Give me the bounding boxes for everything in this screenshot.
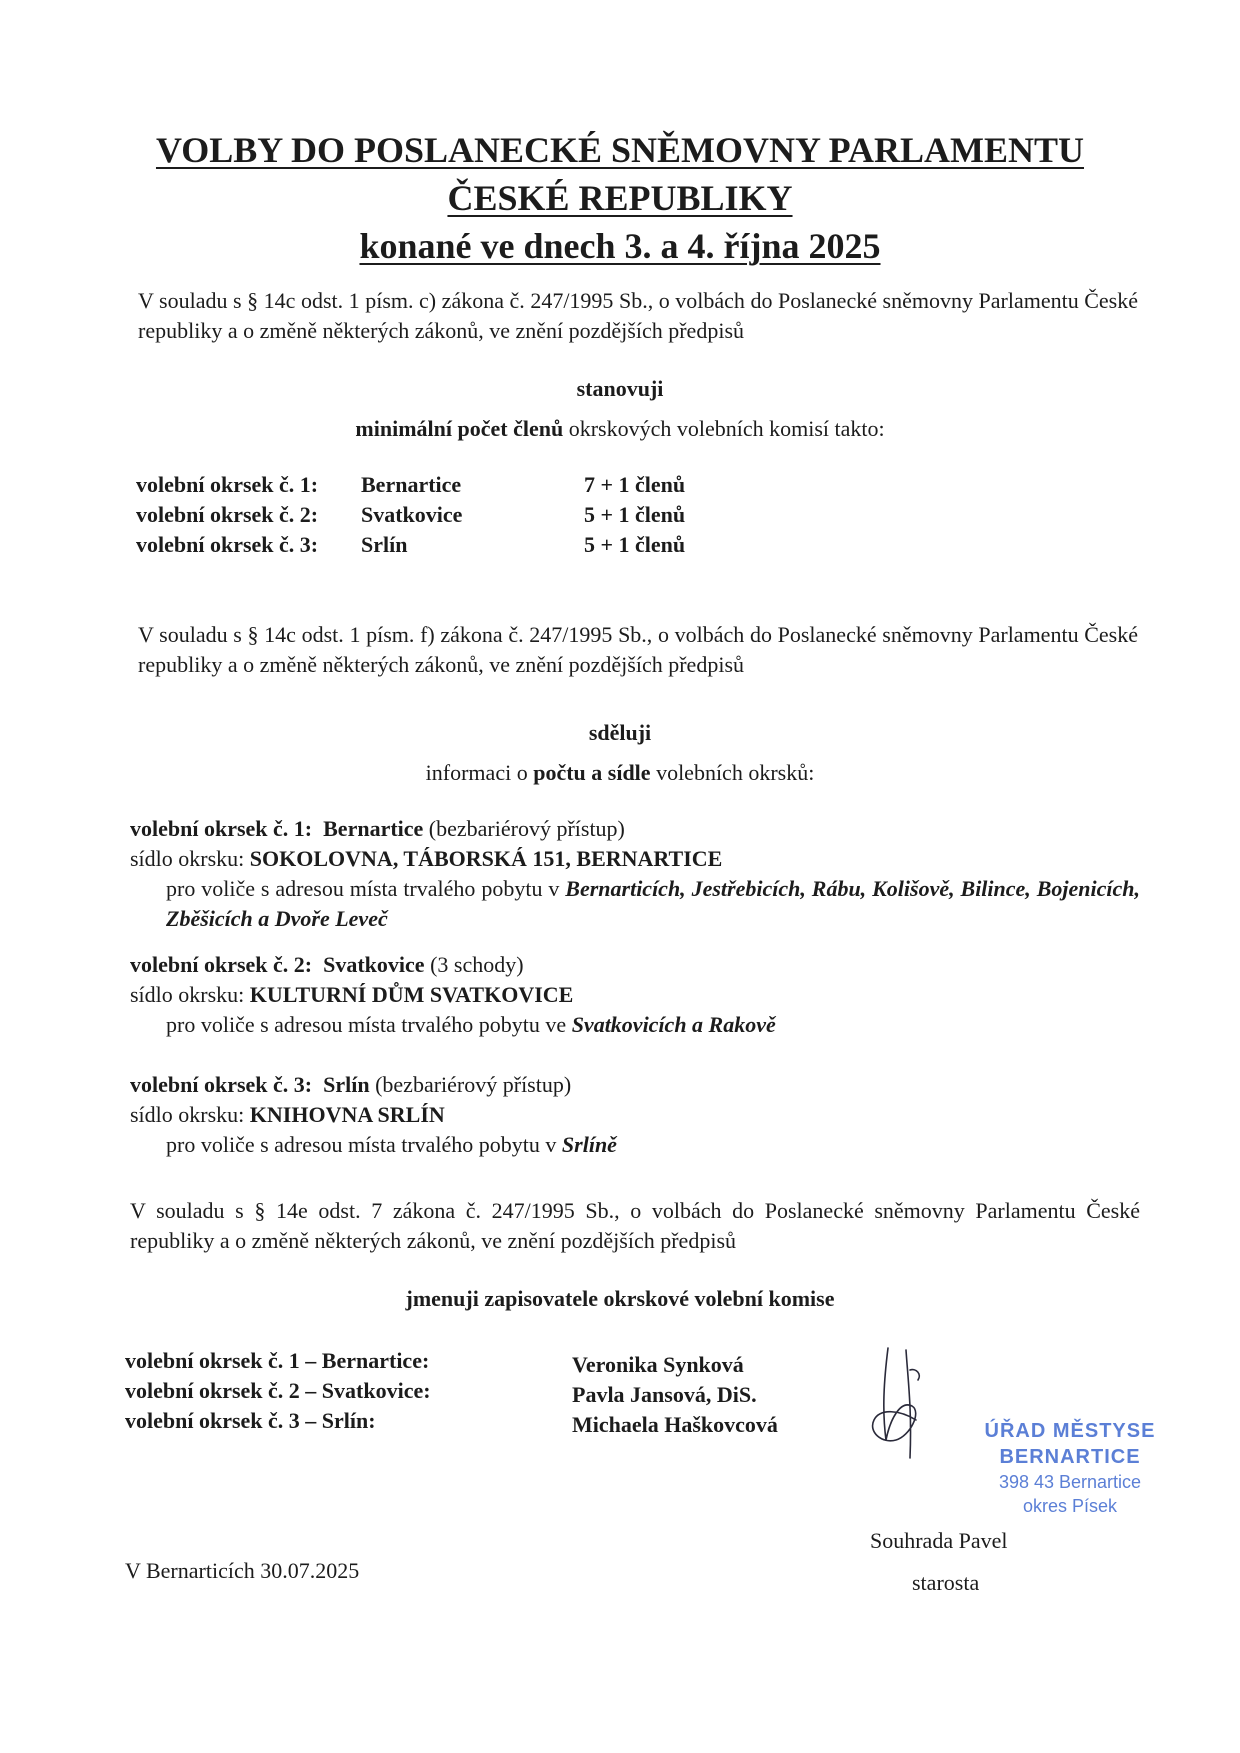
min-members-row-1-count: 7 + 1 členů [584,472,686,497]
district-3-seat: KNIHOVNA SRLÍN [249,1102,445,1127]
district-3-voters [130,1130,1140,1160]
district-2-note: (3 schody) [424,952,524,977]
section2-verb: sděluji [588,720,652,745]
district-2-seat-label: sídlo okrsku: [130,982,250,1007]
stamp-line-3: okres Písek [1022,1496,1118,1516]
district-1-header [130,814,1140,844]
section2-subject [0,758,1240,788]
min-members-row-2-count: 5 + 1 členů [584,502,686,527]
title-line-2: ČESKÉ REPUBLIKY [447,178,793,218]
section2-subject-pre: informaci o [425,760,534,785]
section2-intro: V souladu s § 14c odst. 1 písm. f) zákona č. 247/1995 Sb., o volbách do Poslanecké sněmovny Parlamentu České republiky a o změně některých zákonů, ve znění pozdějších předpisů [138,622,1138,677]
section2-subject-bold: počtu a sídle [533,760,651,785]
district-3-seat-line [130,1100,1140,1130]
district-3-voters-places: Srlíně [561,1132,617,1157]
district-2 [130,950,1140,1040]
section1-subject [0,414,1240,444]
signer-role: starosta [912,1570,980,1595]
section1-verb: stanovuji [576,376,664,401]
district-1-voters-pre: pro voliče s adresou místa trvalého pobytu v [166,876,566,901]
min-members-row-3-place: Srlín [361,532,408,557]
district-1-voters-places: Bernarticích, Jestřebicích, Rábu, Kolišově, Bilince, Bojenicích, Zběšicích a Dvoře Leveč [166,876,1140,931]
min-members-row-1-label: volební okrsek č. 1: [136,472,319,497]
section1-subject-bold: minimální počet členů [355,416,564,441]
title-line-1: VOLBY DO POSLANECKÉ SNĚMOVNY PARLAMENTU [155,130,1084,170]
district-2-voters-places: Svatkovicích a Rakově [571,1012,776,1037]
section3-verb: jmenuji zapisovatele okrskové volební komise [405,1286,835,1311]
section2-subject-post: volebních okrsků: [650,760,815,785]
office-stamp [920,1418,1220,1518]
recorder-row-2-name: Pavla Jansová, DiS. [572,1382,757,1407]
signer-name: Souhrada Pavel [870,1528,1008,1553]
min-members-row-3-label: volební okrsek č. 3: [136,532,319,557]
recorder-row-3-label: volební okrsek č. 3 – Srlín: [125,1408,376,1433]
district-2-header [130,950,1140,980]
district-1-seat: SOKOLOVNA, TÁBORSKÁ 151, BERNARTICE [249,846,723,871]
district-1-place: Bernartice [323,816,424,841]
district-1-seat-label: sídlo okrsku: [130,846,250,871]
stamp-line-1: ÚŘAD MĚSTYSE BERNARTICE [984,1420,1156,1468]
district-3-label: volební okrsek č. 3: [130,1072,313,1097]
recorder-row-3-name: Michaela Haškovcová [572,1412,778,1437]
place-date: V Bernarticích 30.07.2025 [125,1558,360,1583]
district-3-place: Srlín [323,1072,370,1097]
section1-intro: V souladu s § 14c odst. 1 písm. c) zákona č. 247/1995 Sb., o volbách do Poslanecké sněmovny Parlamentu České republiky a o změně některých zákonů, ve znění pozdějších předpisů [138,288,1138,343]
district-1-voters [130,874,1140,934]
section1-subject-rest: okrskových volebních komisí takto: [563,416,885,441]
district-3-header [130,1070,1140,1100]
recorder-row-1-label: volební okrsek č. 1 – Bernartice: [125,1348,430,1373]
district-2-voters [130,1010,1140,1040]
district-3-voters-pre: pro voliče s adresou místa trvalého pobytu v [166,1132,562,1157]
min-members-row-3-count: 5 + 1 členů [584,532,686,557]
district-2-voters-pre: pro voliče s adresou místa trvalého pobytu ve [166,1012,572,1037]
recorder-row-1-name: Veronika Synková [572,1352,744,1377]
district-3-seat-label: sídlo okrsku: [130,1102,250,1127]
district-3 [130,1070,1140,1160]
district-2-label: volební okrsek č. 2: [130,952,313,977]
district-1-seat-line [130,844,1140,874]
district-1 [130,814,1140,934]
district-1-label: volební okrsek č. 1: [130,816,313,841]
district-3-note: (bezbariérový přístup) [369,1072,572,1097]
title-line-3: konané ve dnech 3. a 4. října 2025 [359,226,881,266]
min-members-row-2-label: volební okrsek č. 2: [136,502,319,527]
district-2-seat-line [130,980,1140,1010]
section3-intro: V souladu s § 14e odst. 7 zákona č. 247/1995 Sb., o volbách do Poslanecké sněmovny Parlamentu České republiky a o změně některých zákonů, ve znění pozdějších předpisů [130,1198,1140,1253]
min-members-row-2-place: Svatkovice [361,502,463,527]
district-1-note: (bezbariérový přístup) [423,816,625,841]
stamp-line-2: 398 43 Bernartice [998,1472,1142,1492]
recorder-row-2-label: volební okrsek č. 2 – Svatkovice: [125,1378,431,1403]
district-2-place: Svatkovice [323,952,425,977]
district-2-seat: KULTURNÍ DŮM SVATKOVICE [249,982,574,1007]
min-members-row-1-place: Bernartice [361,472,462,497]
